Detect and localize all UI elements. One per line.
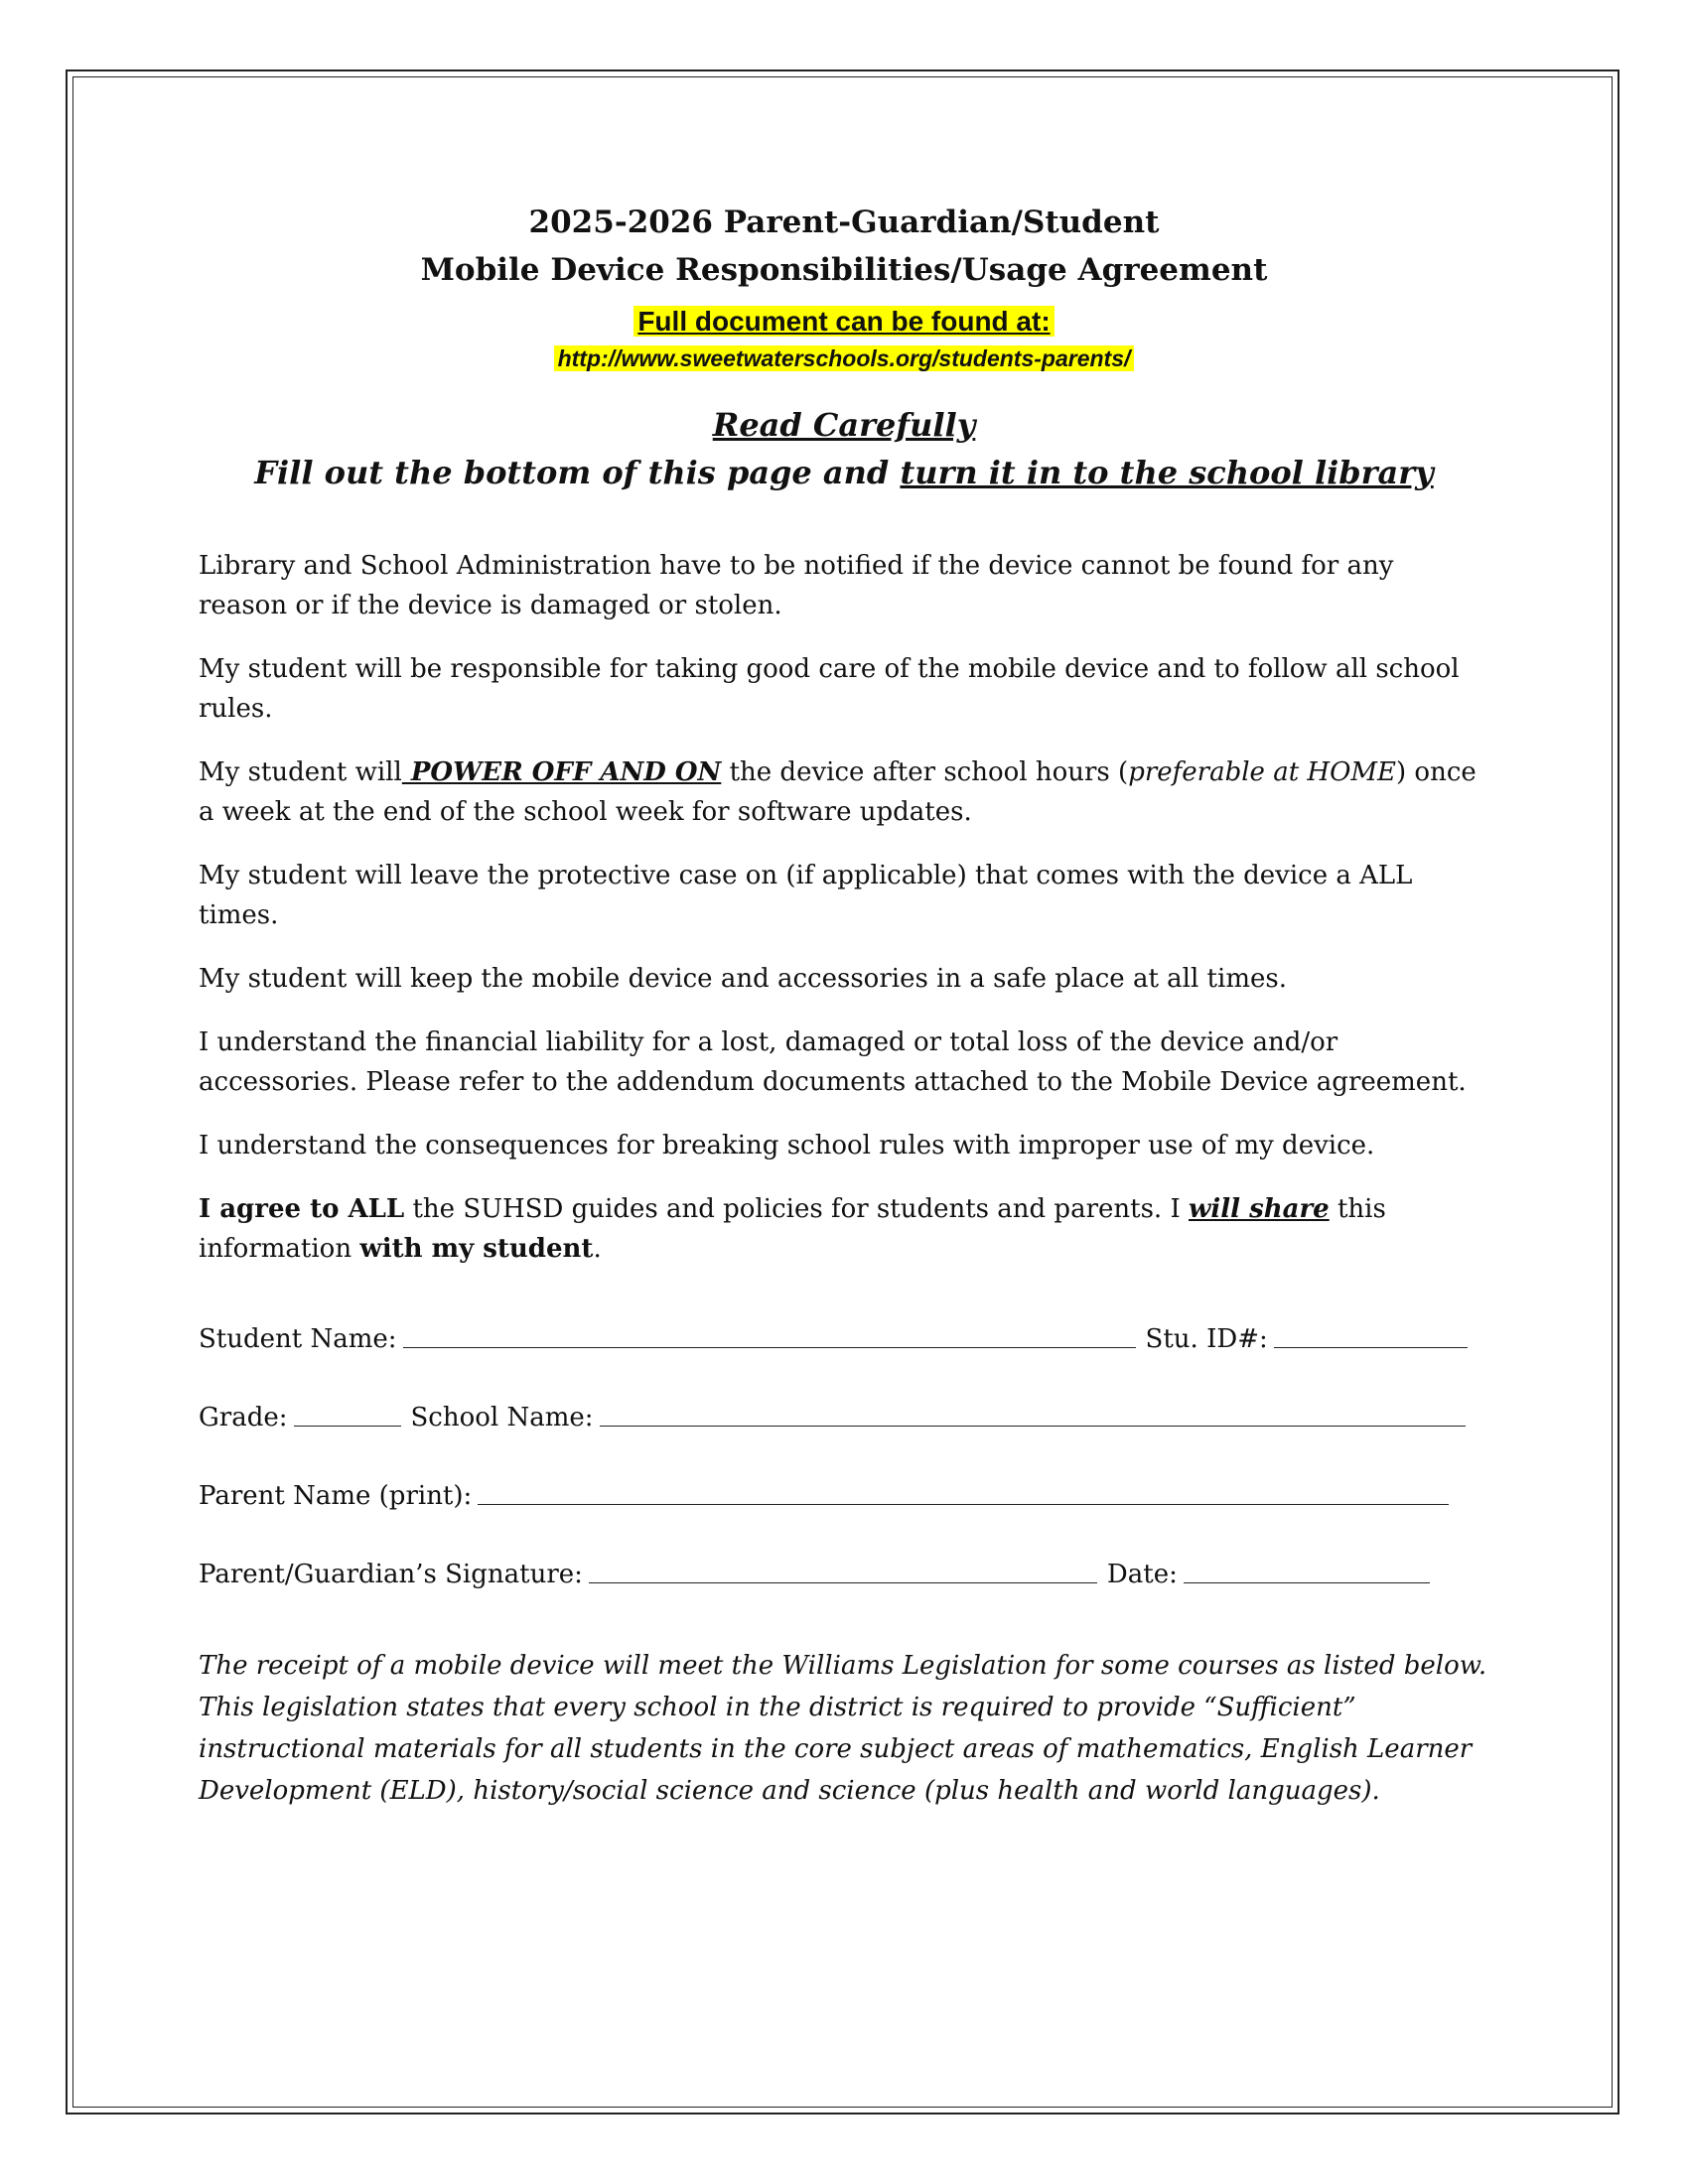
paragraph-liability: I understand the financial liability for a lost, damaged or total loss of the device and/or accessories. Please refer to the addendum documents attached to the Mobile Device agreement. bbox=[199, 1027, 1467, 1097]
turn-in-text: turn it in to the school library bbox=[900, 454, 1434, 491]
paragraph-case: My student will leave the protective case on (if applicable) that comes with the device a ALL times. bbox=[199, 861, 1413, 930]
power-text-a: My student will bbox=[199, 757, 402, 787]
agreement-paragraphs bbox=[199, 546, 1489, 1269]
power-text-e: ) once a week at the end of the school week for software updates. bbox=[199, 757, 1477, 827]
parent-name-field[interactable] bbox=[478, 1480, 1449, 1505]
paragraph-responsible: My student will be responsible for taking good care of the mobile device and to follow all school rules. bbox=[199, 654, 1460, 724]
agree-text-d: this information bbox=[199, 1194, 1386, 1264]
document-url-link[interactable]: http://www.sweetwaterschools.org/students-parents/ bbox=[554, 345, 1135, 371]
fill-out-instruction bbox=[199, 449, 1489, 496]
instruction-block bbox=[199, 401, 1489, 496]
signature-form bbox=[199, 1314, 1489, 1589]
date-label: Date: bbox=[1106, 1560, 1178, 1589]
stu-id-field[interactable] bbox=[1274, 1323, 1468, 1348]
signature-field[interactable] bbox=[589, 1559, 1097, 1583]
agree-all-emphasis: I agree to ALL bbox=[199, 1194, 405, 1224]
form-row-grade bbox=[199, 1393, 1489, 1433]
school-name-label: School Name: bbox=[410, 1403, 594, 1433]
school-name-field[interactable] bbox=[600, 1402, 1466, 1427]
agree-text-b: the SUHSD guides and policies for students and parents. I bbox=[404, 1194, 1189, 1224]
will-share-emphasis: will share bbox=[1189, 1194, 1330, 1224]
title-line-1: 2025-2026 Parent-Guardian/Student bbox=[528, 205, 1160, 240]
preferable-home-text: preferable at HOME bbox=[1128, 757, 1397, 787]
paragraph-power bbox=[199, 752, 1489, 832]
agree-text-f: . bbox=[593, 1234, 602, 1264]
fill-out-text: Fill out the bottom of this page and bbox=[254, 454, 901, 491]
read-carefully-heading: Read Carefully bbox=[712, 406, 976, 444]
form-row-signature bbox=[199, 1550, 1489, 1589]
parent-name-label: Parent Name (print): bbox=[199, 1481, 473, 1511]
power-text-c: the device after school hours ( bbox=[721, 757, 1129, 787]
paragraph-safe-place: My student will keep the mobile device and accessories in a safe place at all times. bbox=[199, 964, 1287, 994]
title-line-2: Mobile Device Responsibilities/Usage Agreement bbox=[420, 252, 1268, 288]
paragraph-consequences: I understand the consequences for breaking school rules with improper use of my device. bbox=[199, 1131, 1375, 1160]
highlight-block bbox=[199, 302, 1489, 375]
grade-label: Grade: bbox=[199, 1403, 288, 1433]
date-field[interactable] bbox=[1184, 1559, 1430, 1583]
power-off-on-emphasis: POWER OFF AND ON bbox=[401, 757, 722, 787]
student-name-label: Student Name: bbox=[199, 1324, 397, 1354]
williams-legislation-note: The receipt of a mobile device will meet the Williams Legislation for some courses as listed below. This legislation states that every school in the district is required to provide “Sufficient” instructional materials for all students in the core subject areas of mathematics, English Learner Development (ELD), history/social science and science (plus health and world languages). bbox=[199, 1651, 1487, 1806]
stu-id-label: Stu. ID#: bbox=[1145, 1324, 1268, 1354]
paragraph-agree bbox=[199, 1189, 1489, 1269]
title-block bbox=[199, 199, 1489, 294]
signature-label: Parent/Guardian’s Signature: bbox=[199, 1560, 583, 1589]
paragraph-notify: Library and School Administration have to be notified if the device cannot be found for any reason or if the device is damaged or stolen. bbox=[199, 551, 1394, 620]
form-row-parent bbox=[199, 1471, 1489, 1511]
document-content bbox=[199, 199, 1489, 1838]
with-student-emphasis: with my student bbox=[359, 1234, 594, 1264]
full-document-note: Full document can be found at: bbox=[633, 306, 1054, 337]
form-row-student bbox=[199, 1314, 1489, 1354]
grade-field[interactable] bbox=[294, 1402, 401, 1427]
student-name-field[interactable] bbox=[403, 1323, 1136, 1348]
